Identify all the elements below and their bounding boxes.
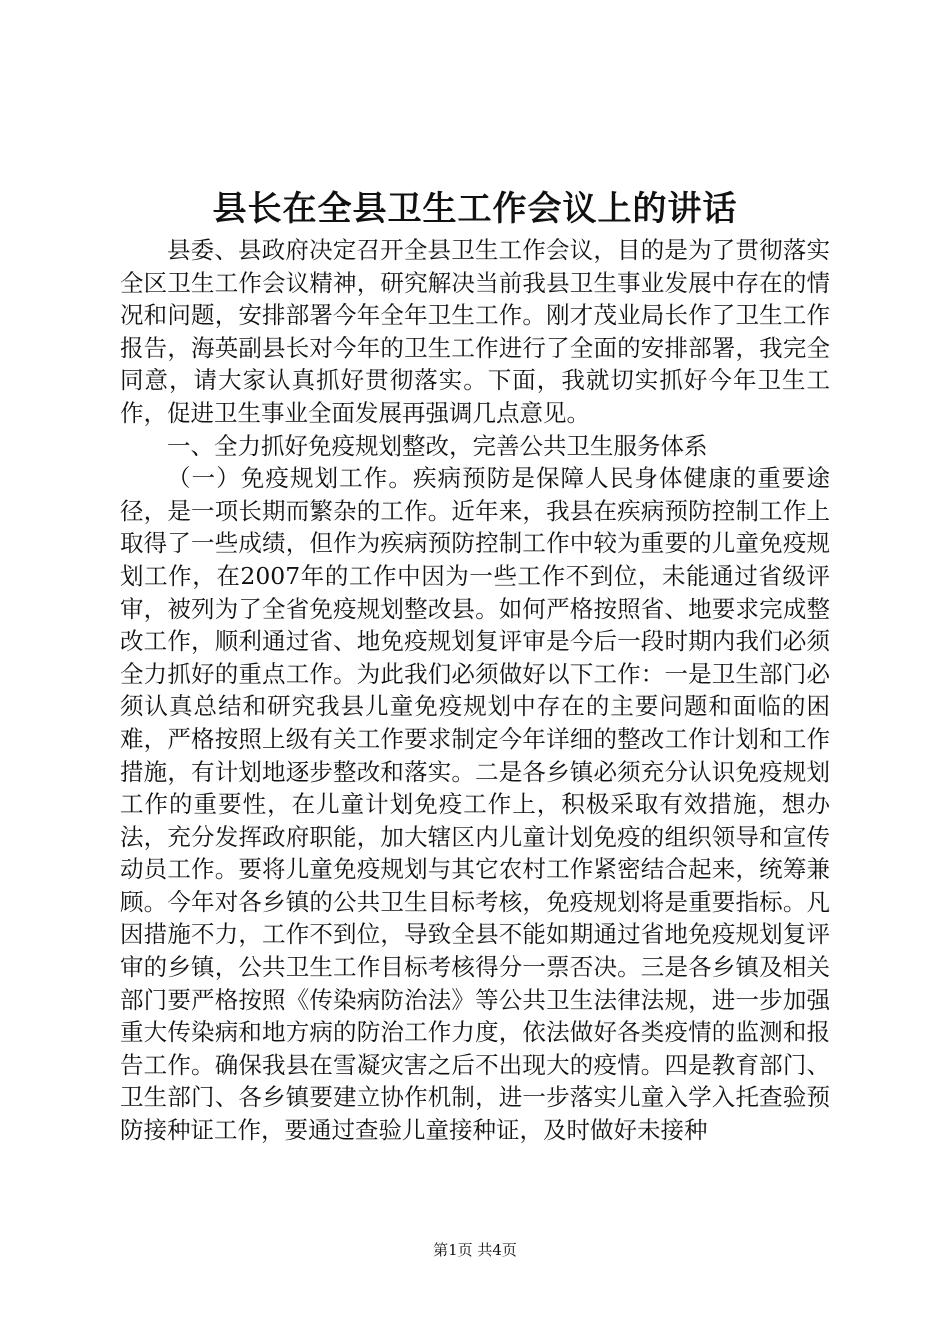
- page-number: 第1页 共4页: [433, 1241, 517, 1259]
- document-title: 县长在全县卫生工作会议上的讲话: [212, 189, 738, 229]
- document-body: [120, 234, 830, 1147]
- paragraph-intro: 县委、县政府决定召开全县卫生工作会议，目的是为了贯彻落实全区卫生工作会议精神，研究解决当前我县卫生事业发展中存在的情况和问题，安排部署今年全年卫生工作。刚才茂业局长作了卫生工作报告，海英副县长对今年的卫生工作进行了全面的安排部署，我完全同意，请大家认真抓好贯彻落实。下面，我就切实抓好今年卫生工作，促进卫生事业全面发展再强调几点意见。: [120, 236, 830, 427]
- paragraph-immunization: （一）免疫规划工作。疾病预防是保障人民身体健康的重要途径，是一项长期而繁杂的工作。近年来，我县在疾病预防控制工作上取得了一些成绩，但作为疾病预防控制工作中较为重要的儿童免疫规划工作，在2007年的工作中因为一些工作不到位，未能通过省级评审，被列为了全省免疫规划整改县。如何严格按照省、地要求完成整改工作，顺利通过省、地免疫规划复评审是今后一段时期内我们必须全力抓好的重点工作。为此我们必须做好以下工作：一是卫生部门必须认真总结和研究我县儿童免疫规划中存在的主要问题和面临的困难，严格按照上级有关工作要求制定今年详细的整改工作计划和工作措施，有计划地逐步整改和落实。二是各乡镇必须充分认识免疫规划工作的重要性，在儿童计划免疫工作上，积极采取有效措施，想办法，充分发挥政府职能，加大辖区内儿童计划免疫的组织领导和宣传动员工作。要将儿童免疫规划与其它农村工作紧密结合起来，统筹兼顾。今年对各乡镇的公共卫生目标考核，免疫规划将是重要指标。凡因措施不力，工作不到位，导致全县不能如期通过省地免疫规划复评审的乡镇，公共卫生工作目标考核得分一票否决。三是各乡镇及相关部门要严格按照《传染病防治法》等公共卫生法律法规，进一步加强重大传染病和地方病的防治工作力度，依法做好各类疫情的监测和报告工作。确保我县在雪凝灾害之后不出现大的疫情。四是教育部门、卫生部门、各乡镇要建立协作机制，进一步落实儿童入学入托查验预防接种证工作，要通过查验儿童接种证，及时做好未接种: [120, 464, 830, 1145]
- section-heading: 一、全力抓好免疫规划整改，完善公共卫生服务体系: [167, 431, 708, 460]
